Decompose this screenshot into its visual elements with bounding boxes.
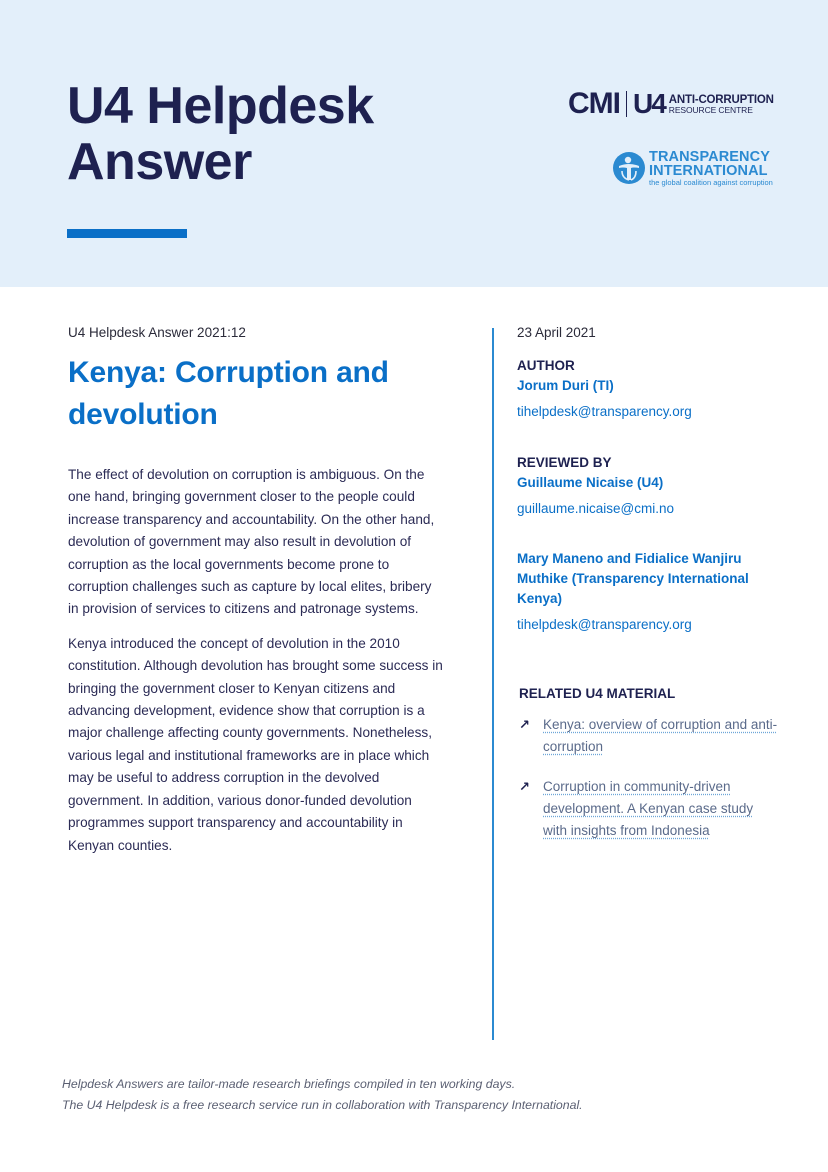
title-line-1: U4 Helpdesk <box>67 77 374 135</box>
related-item[interactable] <box>519 714 779 758</box>
ti-logo-line-2: INTERNATIONAL <box>649 163 768 179</box>
author-block <box>517 356 787 422</box>
u4-logo-line-2: RESOURCE CENTRE <box>668 104 753 115</box>
related-link-kenya-overview[interactable]: Kenya: overview of corruption and anti-corruption <box>543 717 778 754</box>
transparency-international-logo <box>612 150 773 187</box>
summary-paragraph-1: The effect of devolution on corruption is ambiguous. On the one hand, bringing government closer to the people could increase transparency and accountability. On the other hand, devolution of government may also result in devolution of corruption as the local governments become prone to corruption challenges such as capture by local elites, bribery in provision of services to citizens and patronage systems. <box>68 467 435 617</box>
related-material-heading: RELATED U4 MATERIAL <box>519 686 676 701</box>
summary-paragraph-2: Kenya introduced the concept of devolution in the 2010 constitution. Although devolution has brought some success in bringing the government closer to Kenyan citizens and advancing development, evidence show that corruption is a major challenge affecting county governments. Nonetheless, various legal and institutional frameworks are in place which may be useful to address corruption in the devolved government. In addition, various donor-funded devolution programmes support transparency and accountability in Kenyan counties. <box>68 635 443 853</box>
document-title: Kenya: Corruption and devolution <box>68 356 389 431</box>
u4-logo-text <box>669 94 774 115</box>
title-accent-bar <box>67 229 187 238</box>
footer-line-2: The U4 Helpdesk is a free research service run in collaboration with Transparency International. <box>62 1098 583 1112</box>
related-material <box>519 684 779 842</box>
author-name: Jorum Duri (TI) <box>517 378 614 393</box>
ti-logo-line-1: TRANSPARENCY <box>649 149 770 165</box>
arrow-up-right-icon: ↗ <box>519 717 530 732</box>
cmi-u4-logo <box>568 88 774 120</box>
related-item[interactable] <box>519 776 779 842</box>
ti-logo-text <box>649 150 773 187</box>
page-title <box>67 78 374 190</box>
metadata-sidebar <box>517 322 787 635</box>
reviewer-2-name: Mary Maneno and Fidialice Wanjiru Muthike (Transparency International Kenya) <box>517 551 749 606</box>
reviewed-by-label: REVIEWED BY <box>517 455 612 470</box>
column-divider <box>492 328 494 1040</box>
reviewer-1-email-link[interactable]: guillaume.nicaise@cmi.no <box>517 501 675 516</box>
header-banner <box>0 0 828 287</box>
series-number: U4 Helpdesk Answer 2021:12 <box>68 325 246 340</box>
publication-date: 23 April 2021 <box>517 325 596 340</box>
reviewer-2-block <box>517 549 787 635</box>
author-label: AUTHOR <box>517 358 575 373</box>
u4-logo-mark: U4 <box>633 88 665 119</box>
cmi-logo-text: CMI <box>568 87 620 120</box>
reviewer-1-name: Guillaume Nicaise (U4) <box>517 475 664 490</box>
reviewer-block <box>517 453 787 519</box>
logo-separator <box>626 91 627 117</box>
author-email-link[interactable]: tihelpdesk@transparency.org <box>517 404 692 419</box>
footer-line-1: Helpdesk Answers are tailor-made research briefings compiled in ten working days. <box>62 1077 516 1091</box>
u4-logo-line-1: ANTI-CORRUPTION <box>668 93 774 106</box>
ti-globe-icon <box>612 151 646 185</box>
title-line-2: Answer <box>67 133 252 191</box>
related-link-community-driven-development[interactable]: Corruption in community-driven development. A Kenyan case study with insights from Indonesia <box>543 779 754 838</box>
reviewer-2-email-link[interactable]: tihelpdesk@transparency.org <box>517 617 692 632</box>
ti-tagline: the global coalition against corruption <box>649 178 773 187</box>
main-content <box>68 322 443 857</box>
footer-note <box>62 1074 762 1116</box>
arrow-up-right-icon: ↗ <box>519 779 530 794</box>
